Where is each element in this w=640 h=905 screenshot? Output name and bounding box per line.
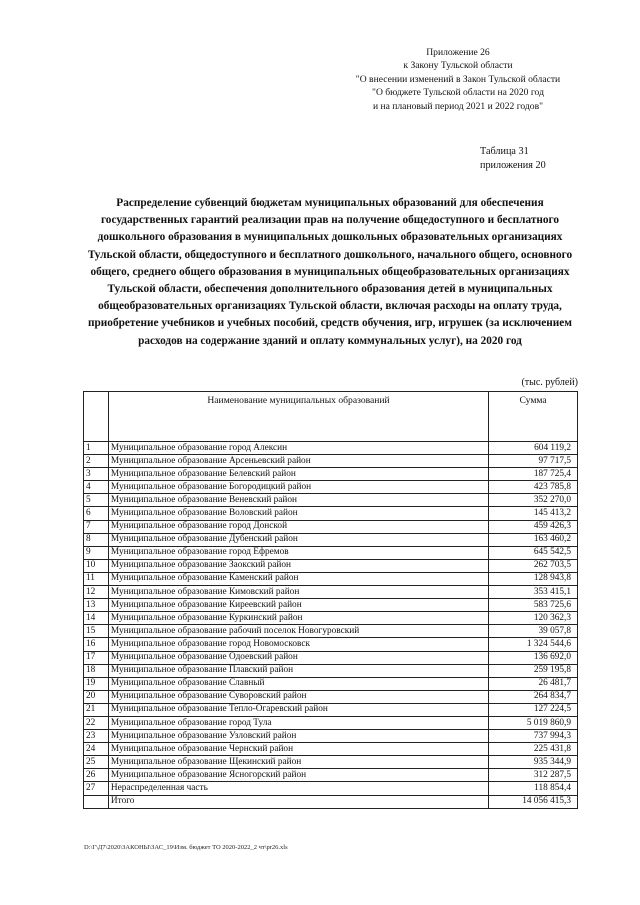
table-row	[84, 625, 578, 638]
total-row	[84, 795, 578, 808]
row-number	[84, 795, 109, 808]
municipality-name: Муниципальное образование город Тула	[108, 716, 488, 729]
table-row	[84, 507, 578, 520]
table-row	[84, 572, 578, 585]
table-row	[84, 730, 578, 743]
row-sum: 583 725,6	[489, 599, 578, 612]
row-sum: 145 413,2	[489, 507, 578, 520]
row-number: 15	[84, 625, 109, 638]
municipality-name: Муниципальное образование Чернский район	[108, 743, 488, 756]
municipality-name: Муниципальное образование Одоевский район	[108, 651, 488, 664]
row-sum: 127 224,5	[489, 703, 578, 716]
municipality-name: Муниципальное образование город Ефремов	[108, 546, 488, 559]
appendix-line: "О внесении изменений в Закон Тульской области	[355, 73, 561, 85]
row-number: 7	[84, 520, 109, 533]
municipality-name: Муниципальное образование город Донской	[108, 520, 488, 533]
municipality-name: Муниципальное образование город Новомосковск	[108, 638, 488, 651]
row-sum: 1 324 544,6	[489, 638, 578, 651]
row-number: 25	[84, 756, 109, 769]
row-sum: 352 270,0	[489, 494, 578, 507]
row-sum: 120 362,3	[489, 612, 578, 625]
row-sum: 26 481,7	[489, 677, 578, 690]
appendix-header	[330, 46, 586, 113]
row-sum: 459 426,3	[489, 520, 578, 533]
table-row	[84, 743, 578, 756]
row-number: 24	[84, 743, 109, 756]
table-number: Таблица 31	[480, 146, 529, 157]
header-name: Наименование муниципальных образований	[108, 392, 488, 442]
municipality-name: Муниципальное образование Каменский район	[108, 572, 488, 585]
municipality-name: Муниципальное образование Дубенский район	[108, 533, 488, 546]
allocation-table	[83, 391, 578, 809]
municipality-name: Нераспределенная часть	[108, 782, 488, 795]
municipality-name: Муниципальное образование Тепло-Огаревский район	[108, 703, 488, 716]
table-row	[84, 664, 578, 677]
municipality-name: Муниципальное образование Богородицкий район	[108, 481, 488, 494]
table-row	[84, 586, 578, 599]
row-number: 13	[84, 599, 109, 612]
row-number: 6	[84, 507, 109, 520]
municipality-name: Итого	[108, 795, 488, 808]
table-row	[84, 716, 578, 729]
appendix-line: и на плановый период 2021 и 2022 годов"	[372, 100, 544, 112]
row-sum: 97 717,5	[489, 455, 578, 468]
table-row	[84, 533, 578, 546]
row-sum: 5 019 860,9	[489, 716, 578, 729]
table-row	[84, 546, 578, 559]
table-row	[84, 638, 578, 651]
header-sum: Сумма	[489, 392, 578, 442]
table-row	[84, 677, 578, 690]
appendix-line: "О бюджете Тульской области на 2020 год	[372, 87, 544, 99]
municipality-name: Муниципальное образование Кимовский район	[108, 586, 488, 599]
municipality-name: Муниципальное образование Белевский район	[108, 468, 488, 481]
row-number: 21	[84, 703, 109, 716]
table-row	[84, 599, 578, 612]
municipality-name: Муниципальное образование Киреевский район	[108, 599, 488, 612]
municipality-name: Муниципальное образование Ясногорский район	[108, 769, 488, 782]
row-sum: 136 692,0	[489, 651, 578, 664]
row-number: 23	[84, 730, 109, 743]
row-sum: 737 994,3	[489, 730, 578, 743]
row-sum: 264 834,7	[489, 690, 578, 703]
row-sum: 645 542,5	[489, 546, 578, 559]
table-row	[84, 468, 578, 481]
municipality-name: Муниципальное образование Суворовский район	[108, 690, 488, 703]
row-number: 22	[84, 716, 109, 729]
municipality-name: Муниципальное образование Арсеньевский район	[108, 455, 488, 468]
municipality-name: Муниципальное образование Куркинский район	[108, 612, 488, 625]
row-sum: 262 703,5	[489, 559, 578, 572]
units-label: (тыс. рублей)	[521, 377, 578, 388]
municipality-name: Муниципальное образование Воловский район	[108, 507, 488, 520]
appendix-line: к Закону Тульской области	[403, 60, 513, 72]
row-number: 9	[84, 546, 109, 559]
row-number: 12	[84, 586, 109, 599]
appendix-line: Приложение 26	[426, 47, 490, 58]
row-number: 20	[84, 690, 109, 703]
row-number: 10	[84, 559, 109, 572]
row-sum: 604 119,2	[489, 442, 578, 455]
row-sum: 128 943,8	[489, 572, 578, 585]
table-row	[84, 520, 578, 533]
header-number	[84, 392, 109, 442]
row-sum: 312 287,5	[489, 769, 578, 782]
municipality-name: Муниципальное образование город Алексин	[108, 442, 488, 455]
file-path: D:\Г\Д7\2020\ЗАКОНЫ\ЗАС_19\Изм. бюджет ТО 2020-2022_2 чт\pr26.xls	[84, 844, 288, 851]
table-row	[84, 756, 578, 769]
row-number: 3	[84, 468, 109, 481]
row-sum: 225 431,8	[489, 743, 578, 756]
row-number: 1	[84, 442, 109, 455]
row-number: 17	[84, 651, 109, 664]
row-number: 27	[84, 782, 109, 795]
row-number: 18	[84, 664, 109, 677]
municipality-name: Муниципальное образование Щекинский район	[108, 756, 488, 769]
appendix-reference: приложения 20	[480, 160, 546, 171]
row-sum: 39 057,8	[489, 625, 578, 638]
table-reference	[480, 145, 570, 173]
row-number: 16	[84, 638, 109, 651]
table-header-row	[84, 392, 578, 442]
municipality-name: Муниципальное образование Заокский район	[108, 559, 488, 572]
row-sum: 423 785,8	[489, 481, 578, 494]
row-number: 26	[84, 769, 109, 782]
row-number: 19	[84, 677, 109, 690]
table-row	[84, 703, 578, 716]
row-number: 8	[84, 533, 109, 546]
row-sum: 118 854,4	[489, 782, 578, 795]
table-row	[84, 769, 578, 782]
municipality-name: Муниципальное образование Узловский район	[108, 730, 488, 743]
row-number: 4	[84, 481, 109, 494]
row-sum: 353 415,1	[489, 586, 578, 599]
table-row	[84, 494, 578, 507]
row-sum: 935 344,9	[489, 756, 578, 769]
row-sum: 14 056 415,3	[489, 795, 578, 808]
row-number: 5	[84, 494, 109, 507]
row-sum: 163 460,2	[489, 533, 578, 546]
table-row	[84, 481, 578, 494]
table-row	[84, 782, 578, 795]
row-number: 14	[84, 612, 109, 625]
row-number: 11	[84, 572, 109, 585]
table-row	[84, 612, 578, 625]
table-row	[84, 651, 578, 664]
municipality-name: Муниципальное образование рабочий поселок Новогуровский	[108, 625, 488, 638]
document-title: Распределение субвенций бюджетам муниципальных образований для обеспечения государственных гарантий реализации прав на получение общедоступного и бесплатного дошкольного образования в муниципальных дошкольных образовательных организациях Тульской области, общедоступного и бесплатного дошкольного, начального общего, основного общего, среднего общего образования в муниципальных общеобразовательных организациях Тульской области, обеспечения дополнительного образования детей в муниципальных общеобразовательных организациях Тульской области, включая расходы на оплату труда, приобретение учебников и учебных пособий, средств обучения, игр, игрушек (за исключением расходов на содержание зданий и оплату коммунальных услуг), на 2020 год	[87, 197, 573, 347]
table-row	[84, 559, 578, 572]
table-row	[84, 442, 578, 455]
municipality-name: Муниципальное образование Плавский район	[108, 664, 488, 677]
table-row	[84, 690, 578, 703]
table-row	[84, 455, 578, 468]
row-number: 2	[84, 455, 109, 468]
municipality-name: Муниципальное образование Славный	[108, 677, 488, 690]
municipality-name: Муниципальное образование Веневский район	[108, 494, 488, 507]
row-sum: 187 725,4	[489, 468, 578, 481]
row-sum: 259 195,8	[489, 664, 578, 677]
